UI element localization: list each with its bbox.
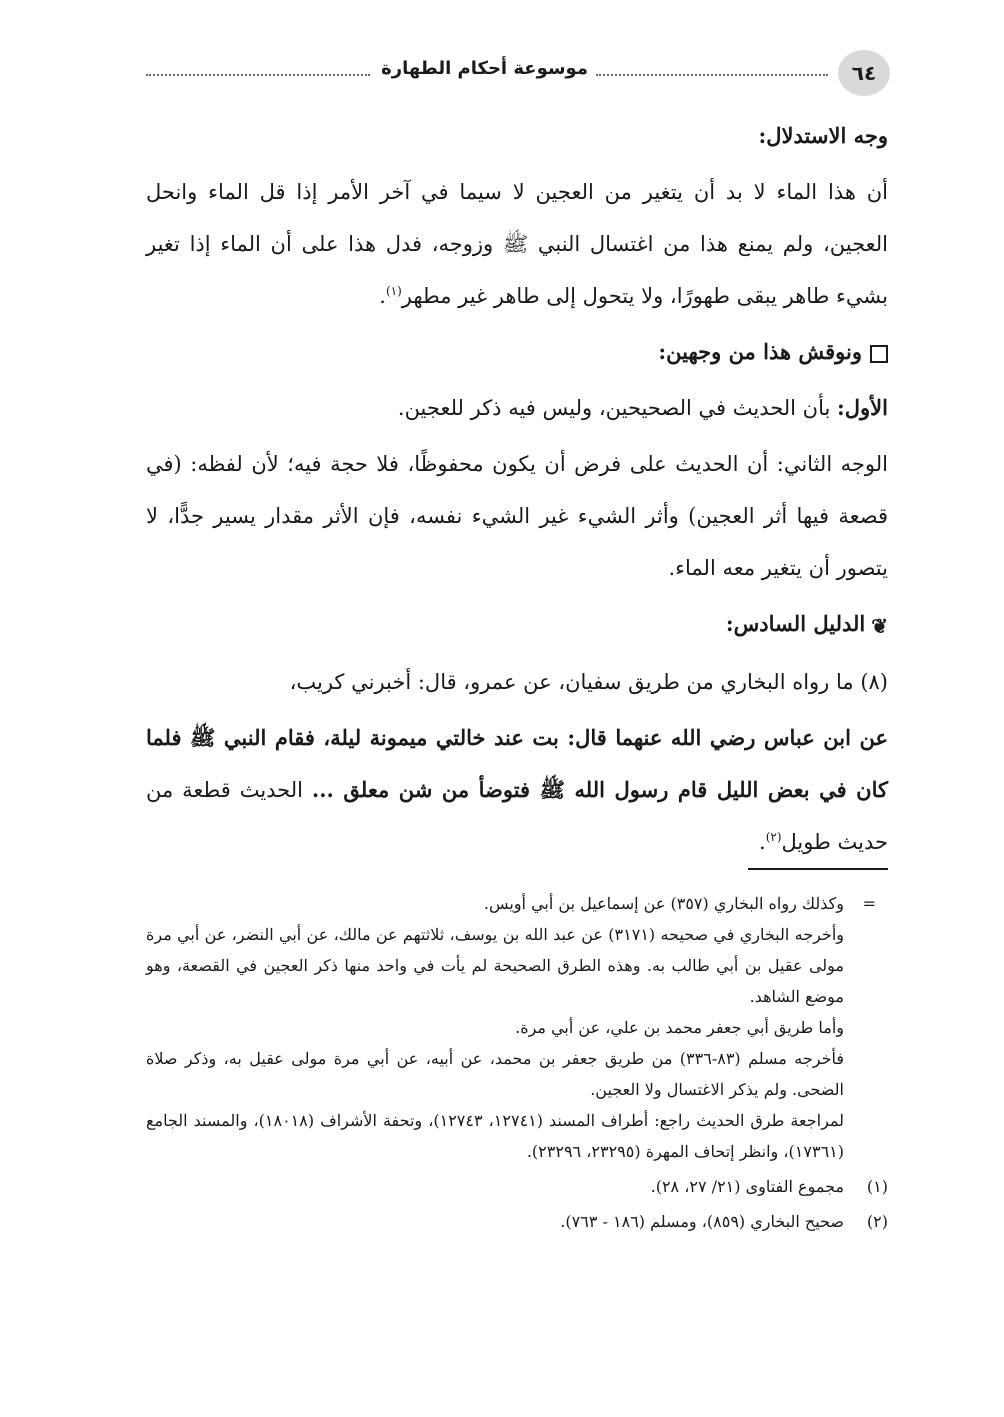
footnote-2: [146, 1206, 888, 1237]
hadith-note: الحديث قطعة من حديث طويل: [146, 777, 888, 854]
footnote-line: وأخرجه البخاري في صحيحه (٣١٧١) عن عبد الله بن يوسف، ثلاثتهم عن مالك، عن أبي النضر، عن أبي مرة مولى عقيل بن أبي طالب به. وهذه الطرق الصحيحة لم يأت في واحد منها ذكر العجين في القصعة، وهو موضع الشاهد.: [146, 925, 844, 1006]
paragraph-second-aspect: الوجه الثاني: أن الحديث على فرض أن يكون محفوظًا، فلا حجة فيه؛ لأن لفظه: (في قصعة فيها أثر العجين) وأثر الشيء غير الشيء نفسه، فإن الأثر مقدار يسير جدًّا، لا يتصور أن يتغير معه الماء.: [146, 452, 888, 580]
paragraph-inference-text: أن هذا الماء لا بد أن يتغير من العجين لا سيما في آخر الأمر إذا قل الماء وانحل العجين، ولم يمنع هذا من اغتسال النبي ﷺ وزوجه، فدل هذا على أن الماء إذا تغير بشيء طاهر يبقى طهورًا، ولا يتحول إلى طاهر غير مطهر: [146, 180, 888, 308]
paragraph-inference: أن هذا الماء لا بد أن يتغير من العجين لا سيما في آخر الأمر إذا قل الماء وانحل العجين، ولم يمنع هذا من اغتسال النبي ﷺ وزوجه، فدل هذا على أن الماء إذا تغير بشيء طاهر يبقى طهورًا، ولا يتحول إلى طاهر غير مطهر$^{(١)}$.: [146, 180, 888, 308]
footnote-ref-1[interactable]: (١): [385, 284, 402, 298]
paragraph-narration-chain: (٨) ما رواه البخاري من طريق سفيان، عن عمرو، قال: أخبرني كريب،: [289, 669, 888, 694]
footnote-continuation-line: [146, 919, 888, 1012]
heading-discussion-text: ونوقش هذا من وجهين:: [658, 339, 862, 364]
page-number: ٦٤: [838, 50, 890, 96]
footnote-continuation-line: [146, 888, 888, 919]
heading-sixth-evidence-text: الدليل السادس:: [725, 611, 866, 636]
running-title: موسوعة أحكام الطهارة: [381, 58, 588, 79]
main-text: [146, 110, 888, 872]
footnote-line: وكذلك رواه البخاري (٣٥٧) عن إسماعيل بن أبي أويس.: [483, 894, 844, 913]
footnote-1-text: مجموع الفتاوى (٢١/ ٢٧، ٢٨).: [650, 1177, 844, 1196]
heading-inference: وجه الاستدلال:: [758, 123, 888, 148]
footnote-2-text: صحيح البخاري (٨٥٩)، ومسلم (١٨٦ - ٧٦٣).: [560, 1212, 844, 1231]
footnote-ref-2[interactable]: (٢): [765, 829, 782, 844]
continuation-marker: =: [862, 894, 876, 913]
header-dotted-rule-right: [596, 74, 828, 76]
footnote-line: فأخرجه مسلم (٨٣-٣٣٦) من طريق جعفر بن محمد، عن أبيه، عن أبي مرة مولى عقيل به، وذكر صلاة الضحى. ولم يذكر الاغتسال ولا العجين.: [146, 1049, 844, 1099]
paragraph-hadith: [146, 712, 888, 868]
footnote-continuation-line: [146, 1105, 888, 1167]
leaf-ornament-icon: ❦: [871, 613, 888, 638]
page-header: [146, 48, 888, 98]
footnote-1-number: (١): [866, 1177, 888, 1196]
hadith-end-period: .: [759, 829, 766, 854]
footnote-line: وأما طريق أبي جعفر محمد بن علي، عن أبي مرة.: [515, 1018, 844, 1037]
square-bullet-icon: [870, 345, 888, 363]
first-aspect-label: الأول:: [837, 395, 888, 420]
footnote-divider: [748, 868, 888, 870]
hadith-text: عن ابن عباس رضي الله عنهما قال: بت عند خالتي ميمونة ليلة، فقام النبي ﷺ فلما كان في بعض الليل قام رسول الله ﷺ فتوضأ من شن معلق ...: [146, 724, 888, 802]
footnote-2-number: (٢): [866, 1212, 888, 1231]
header-dotted-rule-left: [146, 74, 370, 76]
first-aspect-text: بأن الحديث في الصحيحين، وليس فيه ذكر للعجين.: [397, 396, 838, 420]
footnote-continuation-line: [146, 1012, 888, 1043]
footnote-continuation-line: [146, 1043, 888, 1105]
footnote-1: [146, 1171, 888, 1202]
paragraph-first-aspect: [146, 382, 888, 434]
footnote-line: لمراجعة طرق الحديث راجع: أطراف المسند (١٢٧٤١، ١٢٧٤٣)، وتحفة الأشراف (١٨٠١٨)، والمسند الجامع (١٧٣٦١)، وانظر إتحاف المهرة (٢٣٢٩٥، ٢٣٢٩٦).: [146, 1111, 845, 1161]
heading-discussion: [146, 326, 888, 378]
heading-sixth-evidence: [146, 598, 888, 652]
footnotes: [146, 888, 888, 1237]
